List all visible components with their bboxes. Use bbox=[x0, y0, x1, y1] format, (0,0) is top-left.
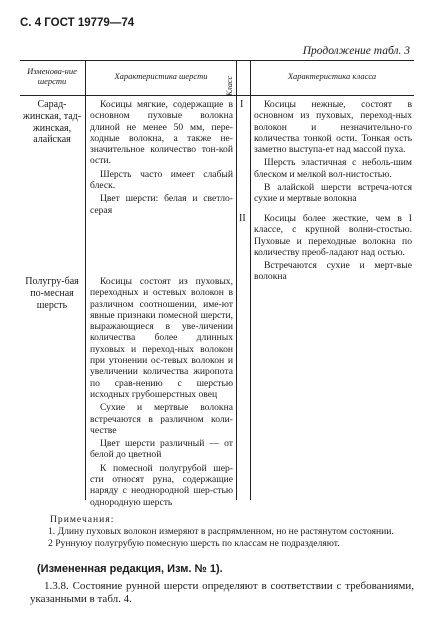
row1-class-1-label: I bbox=[240, 99, 244, 110]
table-continuation-label: Продолжение табл. 3 bbox=[302, 45, 410, 57]
row1-class-2-description bbox=[254, 213, 412, 283]
row1-class-2-label: II bbox=[239, 213, 246, 224]
column-divider-3 bbox=[250, 60, 251, 500]
col-header-class-desc: Характеристика класса bbox=[287, 71, 377, 81]
row2-wool-name: Полугру-бая по-месная шерсть bbox=[25, 276, 79, 311]
note-item-2: 2 Руннуюу полугрубую помесную шерсть по классам не подразделяют. bbox=[48, 537, 340, 549]
col-header-class: Класс bbox=[225, 76, 234, 96]
row2-wool-para-4: К помесной полугрубой шер-сти относят руна, содержащие наряду с неоднородной шер-стью однородную шерсть bbox=[90, 462, 233, 508]
row1-class-1-para-2: Шерсть эластичная с неболь-шим блеском и мелкой вол-нистостью. bbox=[254, 157, 412, 180]
column-divider-1 bbox=[85, 60, 86, 500]
section-paragraph: 1.3.8. Состояние рунной шерсти определяют в соответствии с требованиями, указанными в табл. 4. bbox=[30, 580, 414, 605]
amendment-note: (Измененная редакция, Изм. № 1). bbox=[37, 563, 223, 575]
row1-class-1-description bbox=[254, 99, 412, 205]
row1-wool-para-1: Косицы мягкие, содержащие в основном пуховые волокна длиной не менее 50 мм, пере-ходные волокна, а также не-значительное количество тон-кой ости. bbox=[90, 99, 233, 167]
row1-wool-description bbox=[90, 99, 233, 216]
row1-class-1-para-1: Косицы нежные, состоят в основном из пуховых, переход-ных волокон и незначительно-го количества тонкой ости. Тонкая ость заметно выступа-ет над массой пуха. bbox=[254, 99, 412, 156]
page-header: С. 4 ГОСТ 19779—74 bbox=[20, 17, 135, 29]
row2-wool-para-1: Косицы состоят из пуховых, переходных и остевых волокон в различном соотношении, име-ют явные признаки помесной шерсти, выражающиеся в уве-личении количества более длинных пуховых и переход-ных волокон при утонении ос-тевых волокон и увеличении количества жиропота по срав-нению с шерстью исходных грубошерстных овец bbox=[90, 276, 233, 400]
row1-class-2-para-2: Встречаются сухие и мерт-вые волокна bbox=[254, 260, 412, 283]
col-header-name: Изменова-ние шерсти bbox=[27, 66, 77, 86]
row1-class-2-para-1: Косицы более жесткие, чем в I классе, с крупной волни-стостью. Пуховые и переходные волокна по количеству преоб-ладают над остью. bbox=[254, 213, 412, 258]
row2-wool-para-3: Цвет шерсти различный — от белой до цветной bbox=[90, 438, 233, 461]
row2-wool-description bbox=[90, 276, 233, 508]
note-item-1: 1. Длину пуховых волокон измеряют в распрямленном, но не растянутом состоянии. bbox=[48, 525, 394, 537]
table-notes bbox=[30, 514, 414, 549]
row2-wool-para-2: Сухие и мертвые волокна встречаются в различном коли-честве bbox=[90, 402, 233, 436]
column-divider-2 bbox=[236, 60, 237, 500]
col-header-wool: Характеристика шерсти bbox=[114, 71, 208, 81]
row1-wool-para-2: Шерсть часто имеет слабый блеск. bbox=[90, 168, 233, 192]
table-header-border bbox=[20, 95, 414, 96]
row1-wool-name: Сарад-жинская, тад-жинская, алайская bbox=[22, 99, 82, 146]
table-top-border bbox=[20, 60, 414, 61]
notes-title: Примечания: bbox=[50, 514, 115, 525]
row1-wool-para-3: Цвет шерсти: белая и светло-серая bbox=[90, 193, 233, 216]
row1-class-1-para-3: В алайской шерсти встреча-ются сухие и мертвые волокна bbox=[254, 182, 412, 205]
